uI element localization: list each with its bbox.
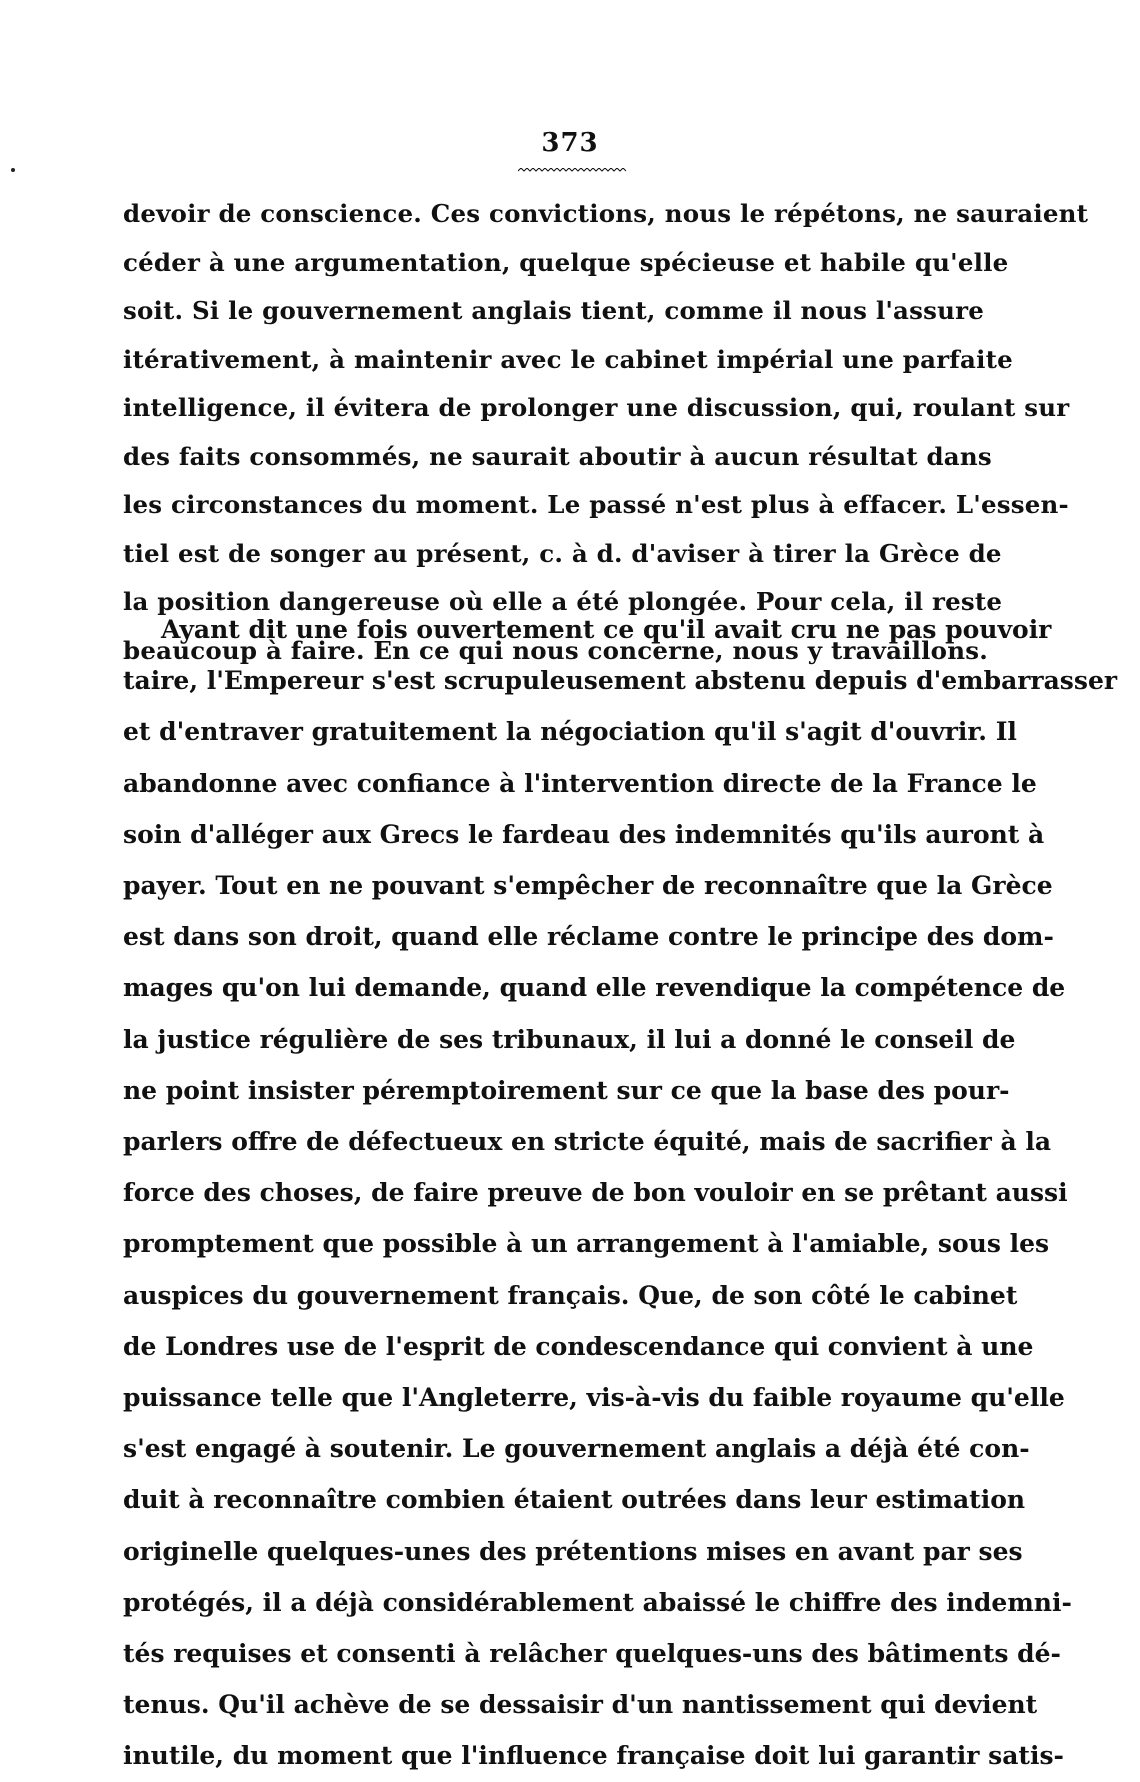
text-line: Ayant dit une fois ouvertement ce qu'il avait cru ne pas pouvoir: [161, 615, 1052, 644]
text-line: tiel est de songer au présent, c. à d. d'aviser à tirer la Grèce de: [123, 538, 1002, 568]
text-line: beaucoup à faire. En ce qui nous concerne, nous y travaillons.: [123, 635, 988, 665]
text-line: devoir de conscience. Ces convictions, nous le répétons, ne sauraient: [123, 199, 1089, 228]
text-line: les circonstances du moment. Le passé n'est plus à effacer. L'essen-: [123, 490, 1069, 519]
text-line: soit. Si le gouvernement anglais tient, comme il nous l'assure: [123, 296, 985, 325]
scan-speck: [11, 168, 15, 172]
text-line: ne point insister péremptoirement sur ce que la base des pour-: [123, 1075, 1010, 1105]
text-line: céder à une argumentation, quelque spécieuse et habile qu'elle: [123, 247, 1009, 277]
text-line: itérativement, à maintenir avec le cabinet impérial une parfaite: [123, 344, 1013, 374]
text-line: et d'entraver gratuitement la négociation qu'il s'agit d'ouvrir. Il: [123, 717, 1017, 747]
text-line: taire, l'Empereur s'est scrupuleusement abstenu depuis d'embarrasser: [123, 666, 1118, 696]
page-number: 373: [541, 128, 599, 158]
text-line: mages qu'on lui demande, quand elle revendique la compétence de: [123, 973, 1066, 1003]
text-line: payer. Tout en ne pouvant s'empêcher de reconnaître que la Grèce: [123, 871, 1053, 901]
paragraph-2: [123, 604, 1118, 1782]
text-line: de Londres use de l'esprit de condescendance qui convient à une: [123, 1331, 1034, 1361]
text-line: puissance telle que l'Angleterre, vis-à-vis du faible royaume qu'elle: [123, 1383, 1065, 1413]
page-number-ornament: [518, 168, 628, 174]
text-line: tés requises et consenti à relâcher quelques-uns des bâtiments dé-: [123, 1639, 1061, 1669]
text-line: la justice régulière de ses tribunaux, il lui a donné le conseil de: [123, 1024, 1016, 1054]
text-line: promptement que possible à un arrangement à l'amiable, sous les: [123, 1229, 1050, 1259]
text-line: est dans son droit, quand elle réclame contre le principe des dom-: [123, 922, 1054, 952]
text-line: des faits consommés, ne saurait aboutir à aucun résultat dans: [123, 441, 992, 471]
text-line: soin d'alléger aux Grecs le fardeau des indemnités qu'ils auront à: [123, 819, 1045, 849]
text-line: force des choses, de faire preuve de bon vouloir en se prêtant aussi: [123, 1178, 1068, 1208]
text-line: inutile, du moment que l'influence française doit lui garantir satis-: [123, 1741, 1064, 1771]
text-line: duit à reconnaître combien étaient outrées dans leur estimation: [123, 1485, 1026, 1515]
paragraph-1: [123, 190, 1089, 675]
text-line: protégés, il a déjà considérablement abaissé le chiffre des indemni-: [123, 1587, 1072, 1617]
text-line: parlers offre de défectueux en stricte équité, mais de sacrifier à la: [123, 1127, 1052, 1157]
text-line: s'est engagé à soutenir. Le gouvernement anglais a déjà été con-: [123, 1434, 1030, 1464]
text-line: intelligence, il évitera de prolonger une discussion, qui, roulant sur: [123, 393, 1070, 422]
text-line: la position dangereuse où elle a été plongée. Pour cela, il reste: [123, 587, 1003, 616]
text-line: originelle quelques-unes des prétentions mises en avant par ses: [123, 1536, 1023, 1566]
text-line: abandonne avec confiance à l'intervention directe de la France le: [123, 768, 1037, 798]
text-line: auspices du gouvernement français. Que, de son côté le cabinet: [123, 1280, 1018, 1310]
text-line: tenus. Qu'il achève de se dessaisir d'un nantissement qui devient: [123, 1690, 1038, 1720]
